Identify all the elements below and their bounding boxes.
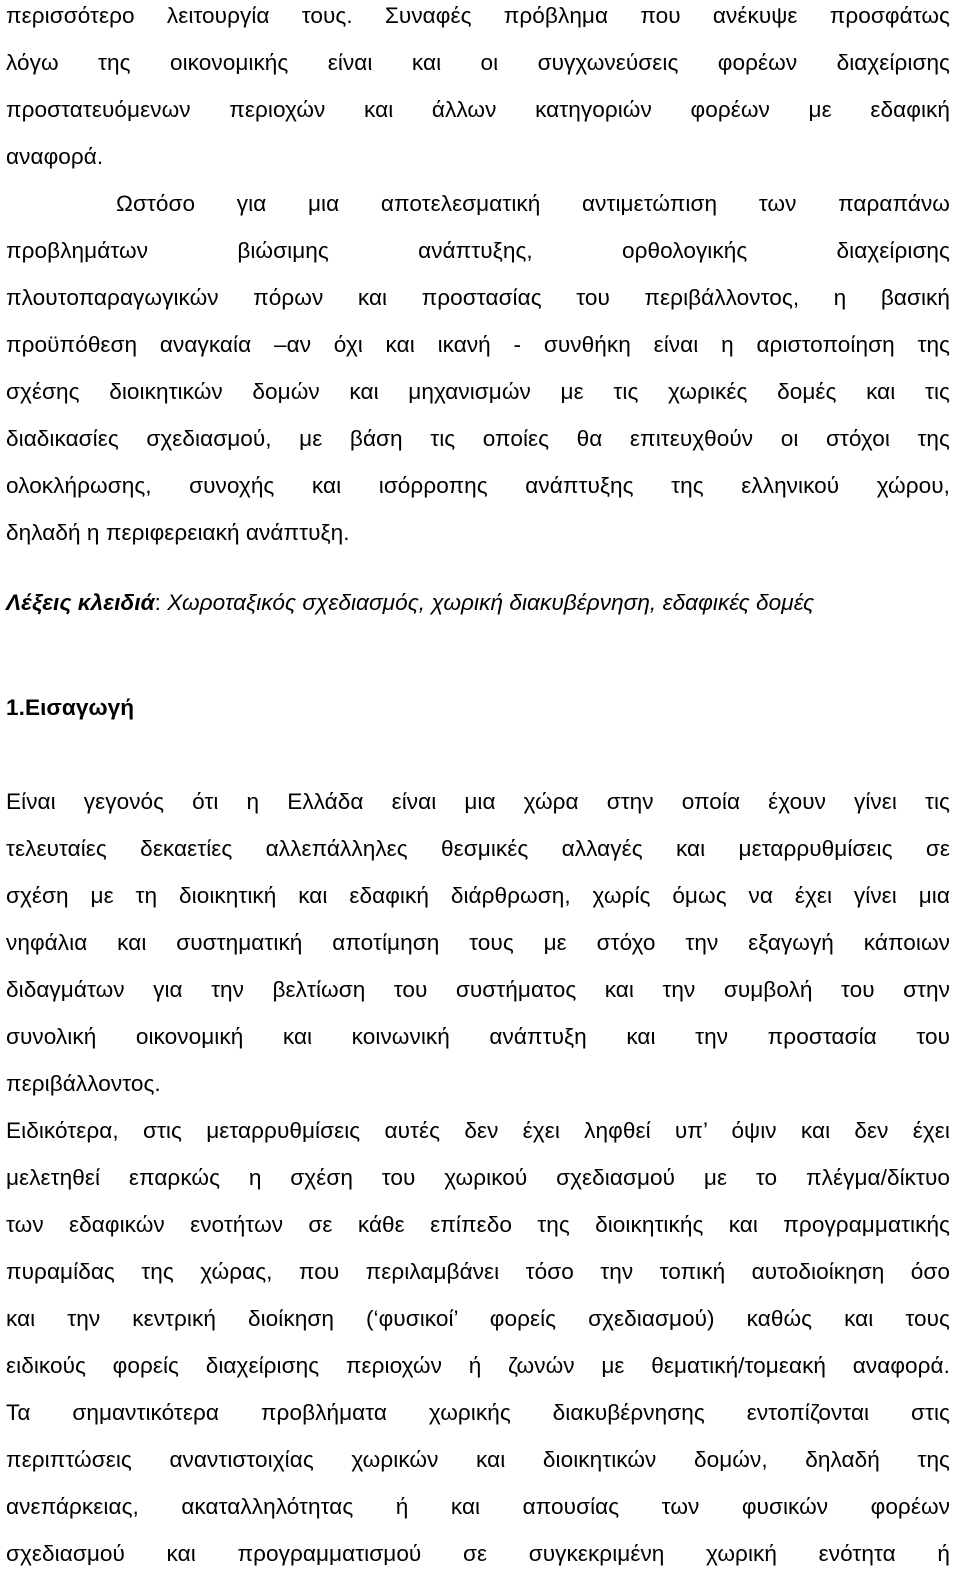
text-line: Ωστόσο για μια αποτελεσματική αντιμετώπιση των παραπάνω (116, 191, 950, 216)
text-line: προϋπόθεση αναγκαία –αν όχι και ικανή - συνθήκη είναι η αριστοποίηση της (6, 332, 950, 357)
text-line: λόγω της οικονομικής είναι και οι συγχωνεύσεις φορέων διαχείρισης (6, 50, 950, 75)
text-line: πυραμίδας της χώρας, που περιλαμβάνει τόσο την τοπική αυτοδιοίκηση όσο (6, 1259, 950, 1284)
text-line: διδαγμάτων για την βελτίωση του συστήματος και την συμβολή του στην (6, 977, 950, 1002)
text-line: συνολική οικονομική και κοινωνική ανάπτυξη και την προστασία του (6, 1024, 950, 1049)
text-line: των εδαφικών ενοτήτων σε κάθε επίπεδο της διοικητικής και προγραμματικής (6, 1212, 950, 1237)
text-line: ανεπάρκειας, ακαταλληλότητας ή και απουσίας των φυσικών φορέων (6, 1494, 950, 1519)
text-line: προβλημάτων βιώσιμης ανάπτυξης, ορθολογικής διαχείρισης (6, 238, 950, 263)
text-line: δηλαδή η περιφερειακή ανάπτυξη. (6, 520, 350, 545)
keywords-text: Χωροταξικός σχεδιασμός, χωρική διακυβέρνηση, εδαφικές δομές (160, 590, 815, 615)
text-line: σχέση με τη διοικητική και εδαφική διάρθρωση, χωρίς όμως να έχει γίνει μια (6, 883, 950, 908)
keywords-line (6, 580, 950, 626)
text-line: ειδικούς φορείς διαχείρισης περιοχών ή ζωνών με θεματική/τομεακή αναφορά. (6, 1353, 950, 1378)
text-line: ολοκλήρωσης, συνοχής και ισόρροπης ανάπτυξης της ελληνικού χώρου, (6, 473, 950, 498)
text-line: νηφάλια και συστηματική αποτίμηση τους με στόχο την εξαγωγή κάποιων (6, 930, 950, 955)
keywords-label: Λέξεις κλειδιά (6, 590, 155, 615)
text-line: αναφορά. (6, 144, 104, 169)
text-line: μελετηθεί επαρκώς η σχέση του χωρικού σχεδιασμού με το πλέγμα/δίκτυο (6, 1165, 950, 1190)
text-line: Τα σημαντικότερα προβλήματα χωρικής διακυβέρνησης εντοπίζονται στις (6, 1400, 950, 1425)
text-line: προστατευόμενων περιοχών και άλλων κατηγοριών φορέων με εδαφική (6, 97, 950, 122)
text-line: σχέσης διοικητικών δομών και μηχανισμών με τις χωρικές δομές και τις (6, 379, 950, 404)
text-line: σχεδιασμού και προγραμματισμού σε συγκεκριμένη χωρική ενότητα ή (6, 1541, 950, 1566)
text-line: περισσότερο λειτουργία τους. Συναφές πρόβλημα που ανέκυψε προσφάτως (6, 3, 950, 28)
text-line: και την κεντρική διοίκηση (‘φυσικοί’ φορείς σχεδιασμού) καθώς και τους (6, 1306, 950, 1331)
text-line: Είναι γεγονός ότι η Ελλάδα είναι μια χώρα στην οποία έχουν γίνει τις (6, 789, 950, 814)
text-line: Ειδικότερα, στις μεταρρυθμίσεις αυτές δεν έχει ληφθεί υπ’ όψιν και δεν έχει (6, 1118, 950, 1143)
text-line: διαδικασίες σχεδιασμού, με βάση τις οποίες θα επιτευχθούν οι στόχοι της (6, 426, 950, 451)
keywords-separator: : (154, 590, 161, 615)
section-heading: 1.Εισαγωγή (6, 695, 135, 720)
text-line: τελευταίες δεκαετίες αλλεπάλληλες θεσμικές αλλαγές και μεταρρυθμίσεις σε (6, 836, 950, 861)
text-line: περιβάλλοντος. (6, 1071, 161, 1096)
text-line: πλουτοπαραγωγικών πόρων και προστασίας του περιβάλλοντος, η βασική (6, 285, 950, 310)
text-line: περιπτώσεις αναντιστοιχίας χωρικών και διοικητικών δομών, δηλαδή της (6, 1447, 950, 1472)
